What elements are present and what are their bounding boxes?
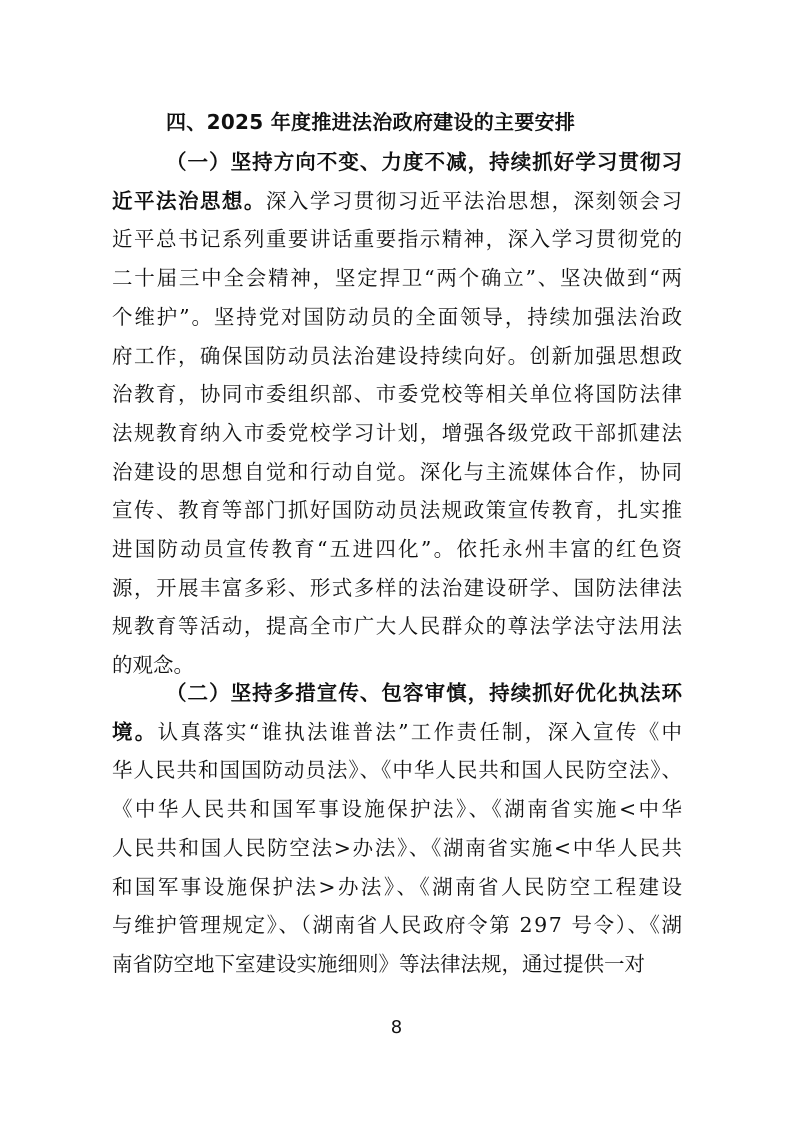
normal-run: 个维护”。坚持党对国防动员的全面领导，持续加强法治政	[112, 304, 684, 329]
normal-run: 与维护管理规定》、（湖南省人民政府令第 297 号令）、《湖	[112, 913, 684, 938]
normal-run: 华人民共和国国防动员法》、《中华人民共和国人民防空法》、	[112, 758, 683, 783]
normal-run: 认真落实“谁执法谁普法”工作责任制，深入宣传《中	[157, 719, 685, 744]
text-line	[112, 417, 683, 449]
bold-run: 境。	[112, 719, 158, 744]
normal-run: 近平总书记系列重要讲话重要指示精神，深入学习贯彻党的	[112, 227, 684, 252]
text-line	[112, 754, 683, 786]
normal-run: 府工作，确保国防动员法治建设持续向好。创新加强思想政	[112, 343, 684, 368]
normal-run: 源，开展丰富多彩、形式多样的法治建设研学、国防法律法	[112, 575, 684, 600]
text-line	[166, 677, 683, 709]
normal-run: 《中华人民共和国军事设施保护法》、《湖南省实施<中华	[112, 797, 685, 822]
text-line	[112, 948, 645, 980]
normal-run: 和国军事设施保护法>办法》、《湖南省人民防空工程建设	[112, 874, 685, 899]
normal-run: 南省防空地下室建设实施细则》等法律法规，通过提供一对	[112, 951, 645, 976]
bold-run: 近平法治思想。	[112, 188, 266, 213]
text-line	[112, 793, 684, 825]
bold-run: （二）坚持多措宣传、包容审慎，持续抓好优化执法环	[166, 681, 684, 705]
normal-run: 规教育等活动，提高全市广大人民群众的尊法学法守法用法	[112, 614, 684, 639]
page-number: 8	[390, 1017, 403, 1038]
normal-run: 宣传、教育等部门抓好国防动员法规政策宣传教育，扎实推	[112, 498, 684, 523]
text-line	[112, 456, 683, 488]
bold-run: （一）坚持方向不变、力度不减，持续抓好学习贯彻习	[166, 150, 684, 174]
normal-run: 人民共和国人民防空法>办法》、《湖南省实施<中华人民共	[112, 835, 684, 860]
text-line	[112, 572, 683, 604]
text-line	[112, 301, 684, 333]
section-heading: 四、2025 年度推进法治政府建设的主要安排	[166, 110, 576, 134]
text-line	[112, 494, 683, 526]
text-line	[112, 340, 683, 372]
text-line	[112, 871, 684, 903]
text-line	[112, 716, 684, 748]
text-line	[112, 533, 684, 565]
normal-run: 法规教育纳入市委党校学习计划，增强各级党政干部抓建法	[112, 420, 684, 445]
normal-run: 治教育，协同市委组织部、市委党校等相关单位将国防法律	[112, 382, 684, 407]
normal-run: 的观念。	[112, 653, 194, 678]
text-line	[112, 378, 683, 410]
text-line	[112, 262, 684, 294]
text-line	[112, 909, 684, 941]
text-line	[166, 146, 683, 178]
text-line	[112, 832, 684, 864]
text-line	[112, 610, 683, 642]
normal-run: 治建设的思想自觉和行动自觉。深化与主流媒体合作，协同	[112, 459, 684, 484]
normal-run: 深入学习贯彻习近平法治思想，深刻领会习	[265, 188, 684, 213]
normal-run: 二十届三中全会精神，坚定捍卫“两个确立”、坚决做到“两	[112, 266, 684, 291]
text-line	[112, 185, 684, 217]
text-line	[112, 223, 683, 255]
normal-run: 进国防动员宣传教育“五进四化”。依托永州丰富的红色资	[112, 537, 685, 561]
